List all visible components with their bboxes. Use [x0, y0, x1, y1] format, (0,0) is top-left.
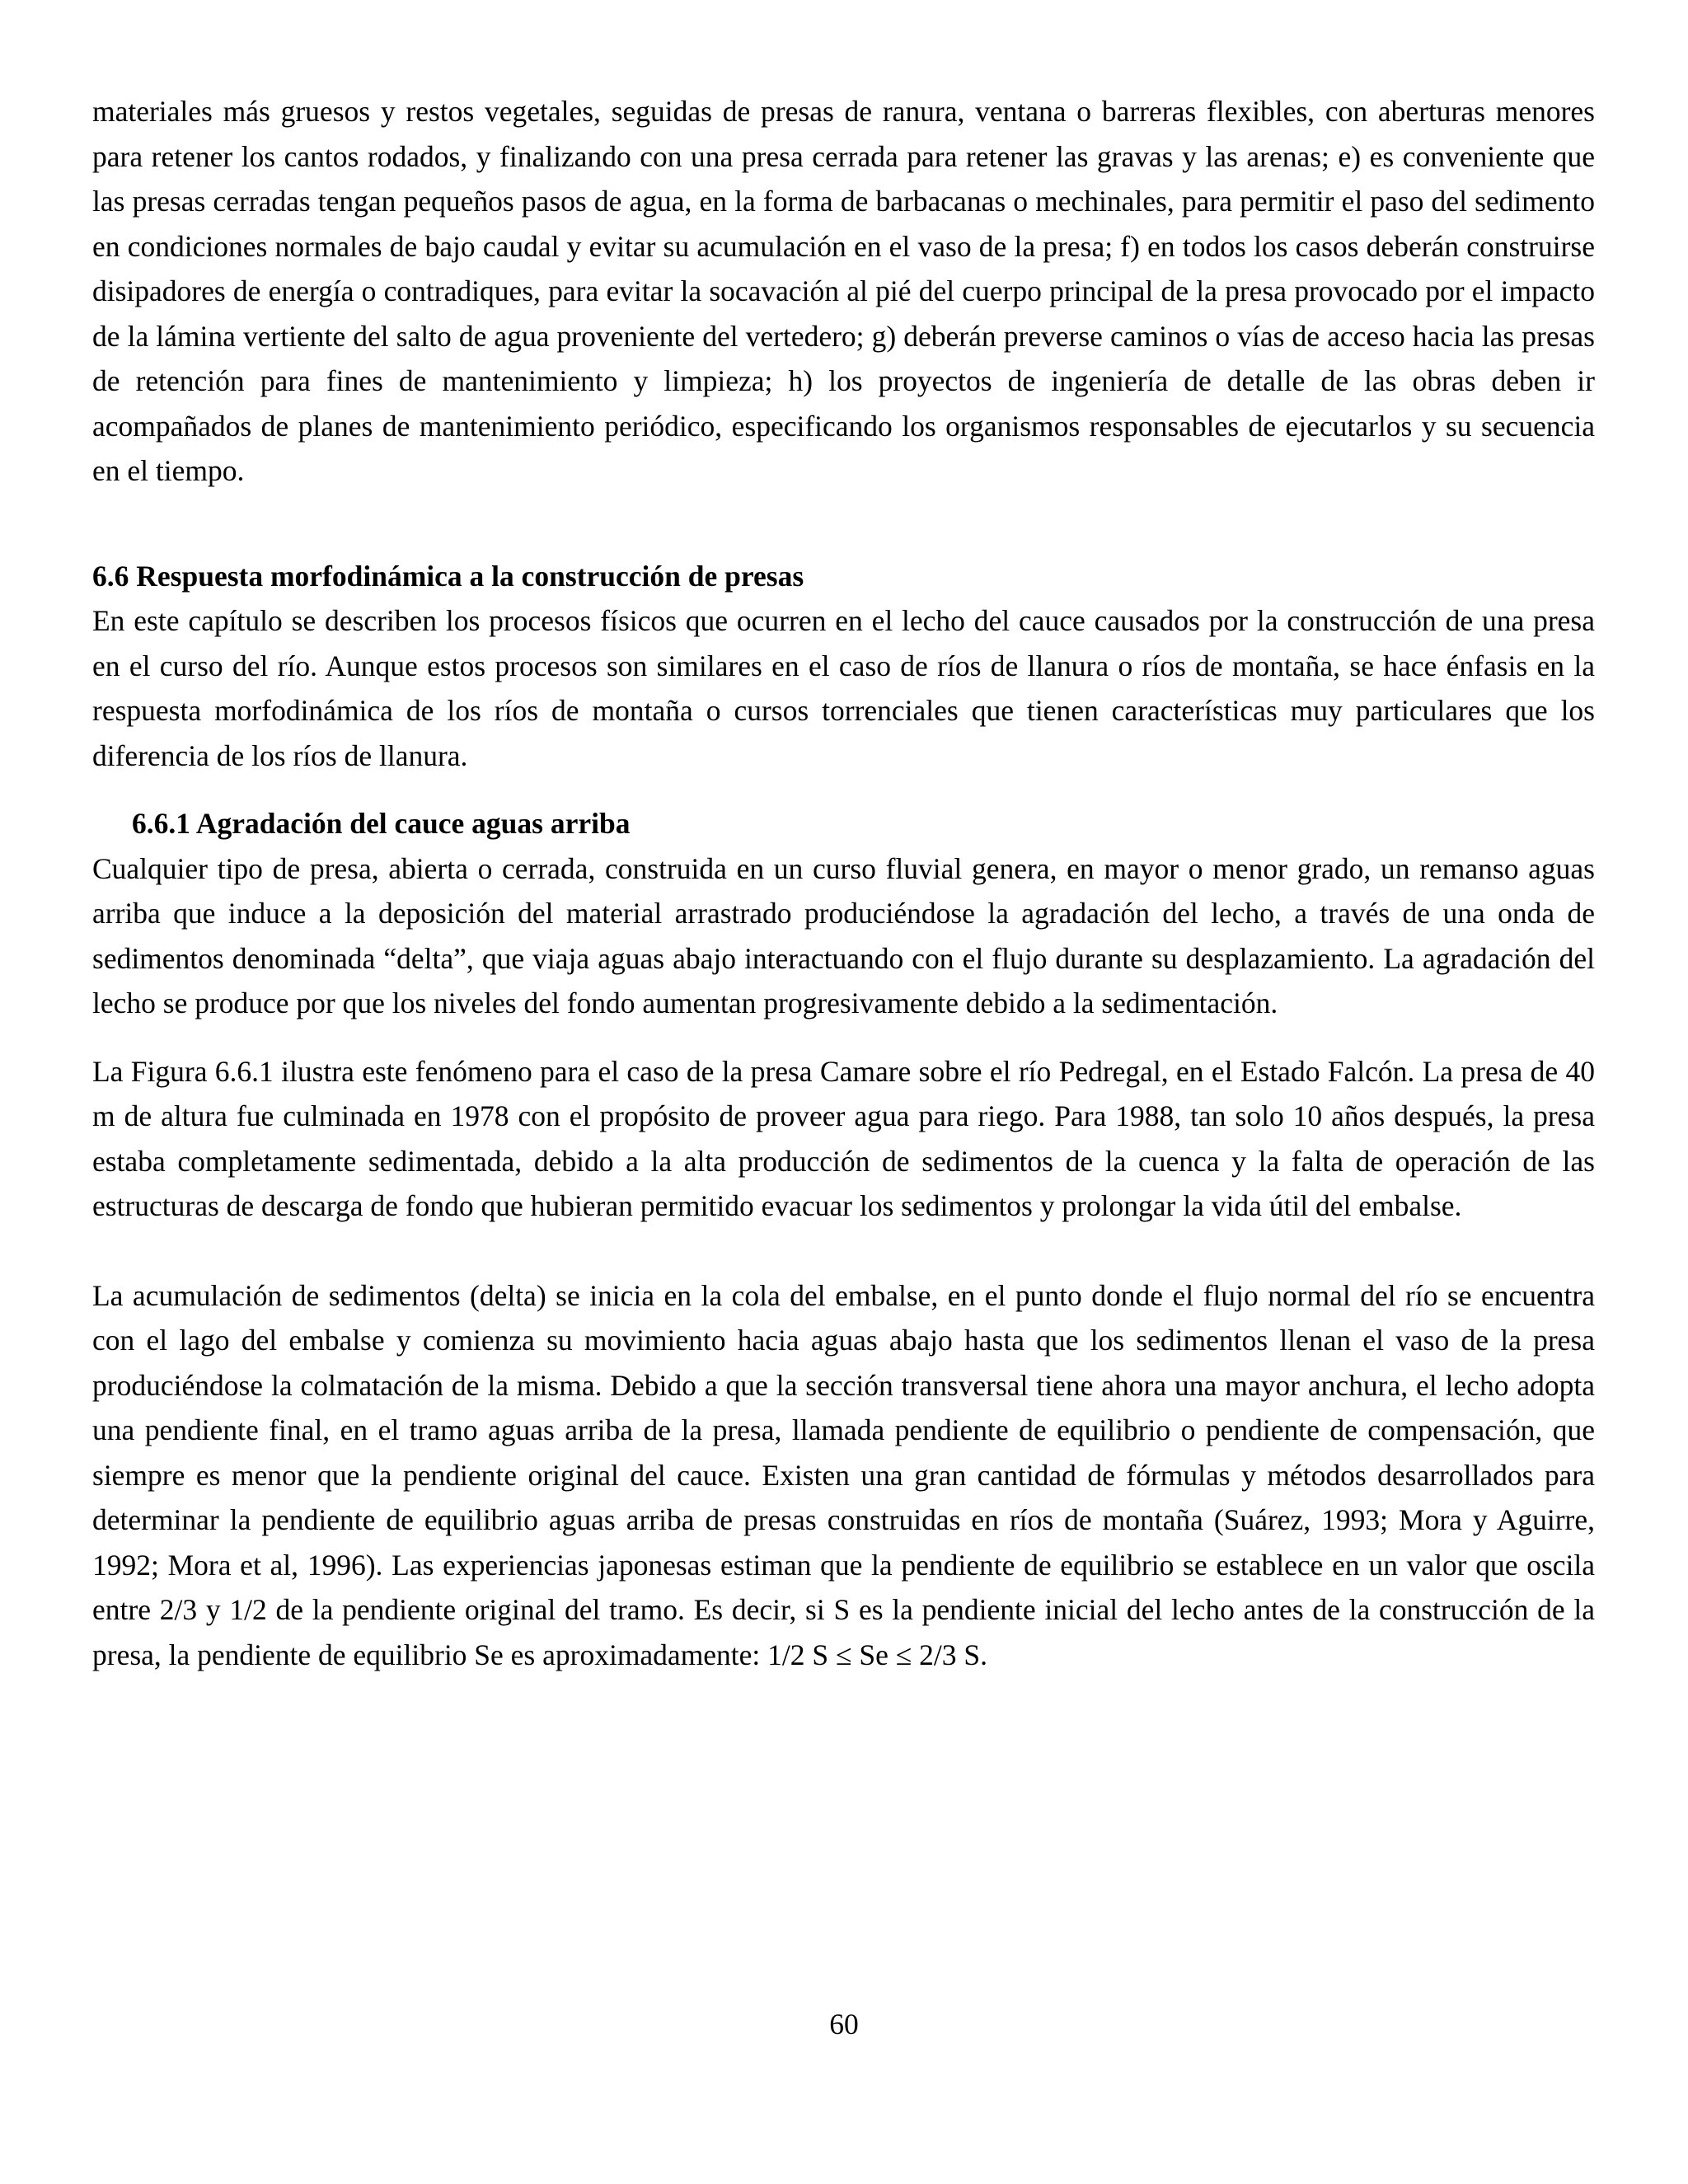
- paragraph-section-6-6-intro: En este capítulo se describen los procesos físicos que ocurren en el lecho del cauce causados por la construcción de una presa en el curso del río. Aunque estos procesos son similares en el caso de ríos de llanura o ríos de montaña, se hace énfasis en la respuesta morfodinámica de los ríos de montaña o cursos torrenciales que tienen características muy particulares que los diferencia de los ríos de llanura.: [92, 604, 1595, 772]
- paragraph-retention-dams-recommendations: materiales más gruesos y restos vegetales, seguidas de presas de ranura, ventana o barreras flexibles, con aberturas menores para retener los cantos rodados, y finalizando con una presa cerrada para retener las gravas y las arenas; e) es conveniente que las presas cerradas tengan pequeños pasos de agua, en la forma de barbacanas o mechinales, para permitir el paso del sedimento en condiciones normales de bajo caudal y evitar su acumulación en el vaso de la presa; f) en todos los casos deberán construirse disipadores de energía o contradiques, para evitar la socavación al pié del cuerpo principal de la presa provocado por el impacto de la lámina vertiente del salto de agua proveniente del vertedero; g) deberán preverse caminos o vías de acceso hacia las presas de retención para fines de mantenimiento y limpieza; h) los proyectos de ingeniería de detalle de las obras deben ir acompañados de planes de mantenimiento periódico, especificando los organismos responsables de ejecutarlos y su secuencia en el tiempo.: [92, 95, 1595, 487]
- paragraph-figura-6-6-1: La Figura 6.6.1 ilustra este fenómeno para el caso de la presa Camare sobre el río Pedregal, en el Estado Falcón. La presa de 40 m de altura fue culminada en 1978 con el propósito de proveer agua para riego. Para 1988, tan solo 10 años después, la presa estaba completamente sedimentada, debido a la alta producción de sedimentos de la cuenca y la falta de operación de las estructuras de descarga de fondo que hubieran permitido evacuar los sedimentos y prolongar la vida útil del embalse.: [92, 1054, 1595, 1222]
- paragraph-acumulacion-sedimentos: La acumulación de sedimentos (delta) se inicia en la cola del embalse, en el punto donde el flujo normal del río se encuentra con el lago del embalse y comienza su movimiento hacia aguas abajo hasta que los sedimentos llenan el vaso de la presa produciéndose la colmatación de la misma. Debido a que la sección transversal tiene ahora una mayor anchura, el lecho adopta una pendiente final, en el tramo aguas arriba de la presa, llamada pendiente de equilibrio o pendiente de compensación, que siempre es menor que la pendiente original del cauce. Existen una gran cantidad de fórmulas y métodos desarrollados para determinar la pendiente de equilibrio aguas arriba de presas construidas en ríos de montaña (Suárez, 1993; Mora y Aguirre, 1992; Mora et al, 1996). Las experiencias japonesas estiman que la pendiente de equilibrio se establece en un valor que oscila entre 2/3 y 1/2 de la pendiente original del tramo. Es decir, si S es la pendiente inicial del lecho antes de la construcción de la presa, la pendiente de equilibrio Se es aproximadamente: 1/2 S ≤ Se ≤ 2/3 S.: [92, 1278, 1595, 1671]
- page-number: 60: [829, 2008, 859, 2041]
- paragraph-spacer-1: [92, 1026, 1595, 1049]
- subsection-spacer: [92, 778, 1595, 801]
- section-heading-6-6: 6.6 Respuesta morfodinámica a la construcción de presas: [92, 559, 804, 593]
- paragraph-spacer-2: [92, 1229, 1595, 1273]
- subsection-heading-6-6-1: 6.6.1 Agradación del cauce aguas arriba: [132, 807, 631, 840]
- page-content: [92, 89, 1595, 1677]
- section-spacer: [92, 494, 1595, 554]
- paragraph-agradacion: Cualquier tipo de presa, abierta o cerrada, construida en un curso fluvial genera, en mayor o menor grado, un remanso aguas arriba que induce a la deposición del material arrastrado produciéndose la agradación del lecho, a través de una onda de sedimentos denominada “delta”, que viaja aguas abajo interactuando con el flujo durante su desplazamiento. La agradación del lecho se produce por que los niveles del fondo aumentan progresivamente debido a la sedimentación.: [92, 851, 1595, 1019]
